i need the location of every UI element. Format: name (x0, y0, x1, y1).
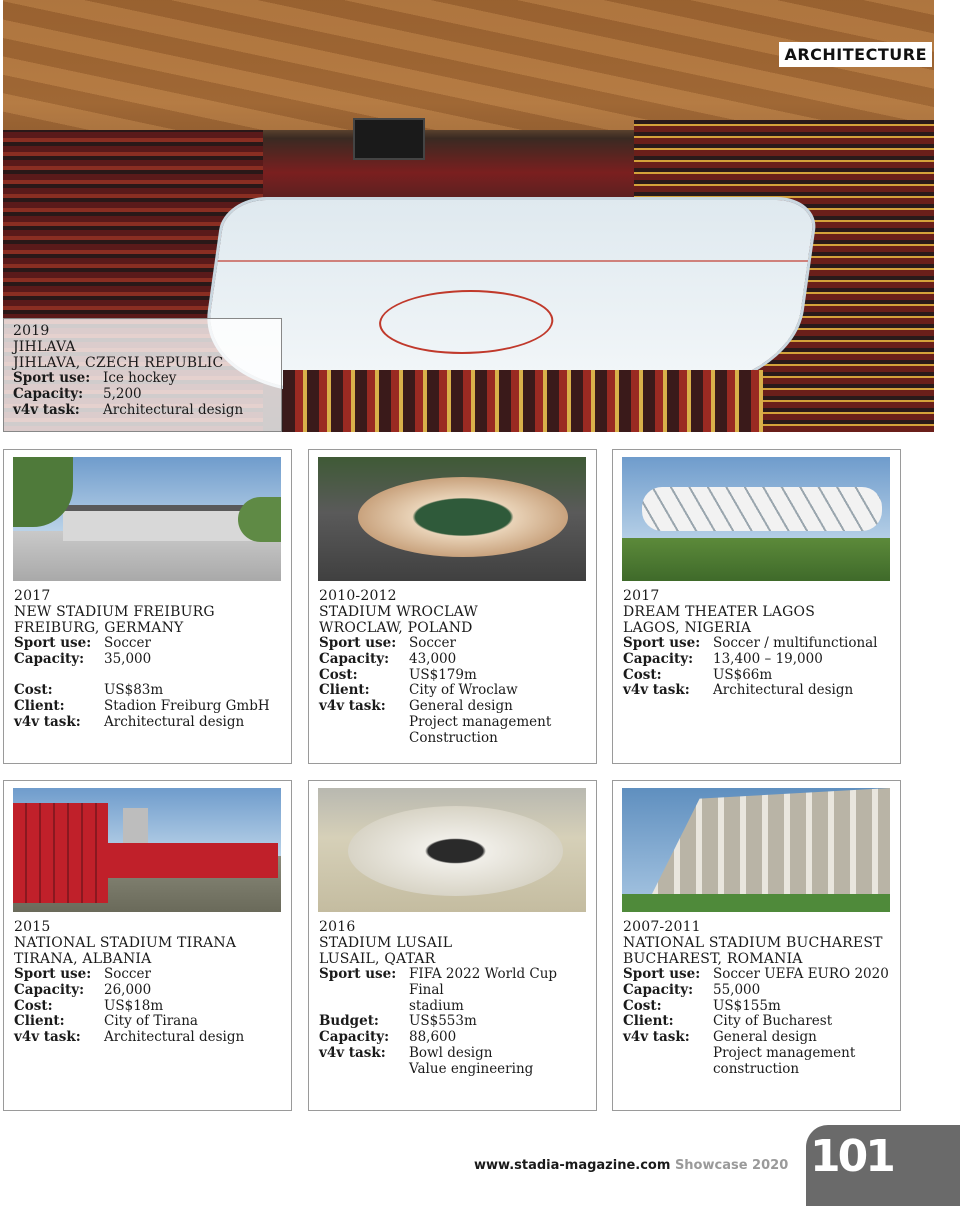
page-number: 101 (810, 1131, 893, 1182)
project-location: JIHLAVA, CZECH REPUBLIC (13, 355, 224, 371)
detail-row (14, 1014, 287, 1030)
detail-label: Cost: (623, 997, 662, 1014)
project-details (623, 636, 896, 699)
project-name: NATIONAL STADIUM TIRANA (14, 935, 237, 951)
detail-row (623, 652, 896, 668)
detail-value: City of Wroclaw (409, 682, 518, 699)
detail-row (14, 715, 287, 731)
detail-value: FIFA 2022 World Cup Final stadium (409, 966, 558, 1014)
detail-label: Sport use: (14, 635, 92, 651)
project-name: NEW STADIUM FREIBURG (14, 604, 215, 620)
detail-row (14, 967, 287, 983)
detail-value: US$83m (104, 682, 164, 699)
project-details (13, 371, 281, 418)
project-year: 2017 (14, 588, 51, 604)
footer-credit (474, 1158, 788, 1173)
detail-label: Sport use: (14, 966, 92, 982)
detail-label: Client: (319, 682, 370, 699)
page-number-tab (806, 1125, 960, 1206)
detail-value: Ice hockey (103, 370, 177, 386)
detail-value: City of Tirana (104, 1013, 198, 1030)
detail-row (319, 1014, 592, 1030)
detail-row (14, 636, 287, 652)
project-name: STADIUM LUSAIL (319, 935, 453, 951)
detail-label: Capacity: (623, 981, 694, 998)
detail-row (319, 1046, 592, 1078)
photo-dream-theater-lagos (622, 457, 890, 581)
project-info (319, 588, 592, 747)
project-year: 2019 (13, 323, 50, 339)
rink-red-line (218, 260, 808, 262)
detail-row (319, 652, 592, 668)
detail-value: US$155m (713, 997, 781, 1014)
detail-row (14, 699, 287, 715)
detail-row (319, 967, 592, 1014)
project-details (319, 967, 592, 1078)
detail-value: Soccer (104, 966, 151, 982)
project-card-tirana (3, 780, 292, 1111)
detail-row (623, 1030, 896, 1077)
project-details (14, 636, 287, 731)
detail-value: Soccer UEFA EURO 2020 (713, 966, 889, 982)
detail-label: Cost: (14, 682, 53, 699)
section-label: ARCHITECTURE (779, 42, 932, 67)
detail-label: Sport use: (623, 966, 701, 982)
hero-info-card (3, 318, 282, 432)
detail-row (623, 636, 896, 652)
project-year: 2017 (623, 588, 660, 604)
project-info (14, 588, 287, 731)
rink-center-circle (375, 290, 558, 354)
project-card-freiburg (3, 449, 292, 764)
project-card-wroclaw (308, 449, 597, 764)
detail-value: Stadion Freiburg GmbH (104, 698, 270, 715)
detail-value: US$18m (104, 997, 164, 1014)
project-name: JIHLAVA (13, 339, 76, 355)
project-location: LAGOS, NIGERIA (623, 620, 752, 636)
detail-row (319, 683, 592, 699)
detail-value: US$66m (713, 666, 773, 683)
detail-row (14, 1030, 287, 1046)
detail-label: Client: (14, 1013, 65, 1030)
detail-value: Architectural design (104, 713, 245, 730)
project-details (623, 967, 896, 1078)
detail-row (13, 387, 281, 403)
footer-issue: Showcase 2020 (674, 1158, 789, 1173)
detail-label: Capacity: (14, 650, 85, 667)
detail-value: Architectural design (104, 1029, 245, 1046)
detail-row (14, 683, 287, 699)
detail-label: Sport use: (319, 966, 397, 982)
detail-value: Bowl design Value engineering (409, 1044, 534, 1077)
project-year: 2010-2012 (319, 588, 397, 604)
detail-label: v4v task: (13, 401, 80, 418)
project-info (623, 919, 896, 1078)
detail-value: Architectural design (713, 682, 854, 699)
detail-value: 55,000 (713, 981, 761, 998)
detail-value: 13,400 – 19,000 (713, 650, 823, 667)
project-location: BUCHAREST, ROMANIA (623, 951, 803, 967)
detail-row (623, 683, 896, 699)
detail-label: v4v task: (623, 682, 690, 699)
detail-value: US$553m (409, 1013, 477, 1030)
project-card-lusail (308, 780, 597, 1111)
detail-label: Cost: (623, 666, 662, 683)
footer-url[interactable]: www.stadia-magazine.com (474, 1158, 671, 1173)
detail-value: Soccer (104, 635, 151, 651)
detail-label: Capacity: (13, 385, 84, 402)
detail-row (623, 967, 896, 983)
detail-row (319, 699, 592, 746)
detail-value: 26,000 (104, 981, 152, 998)
detail-label: v4v task: (14, 1029, 81, 1046)
spacer (14, 668, 287, 684)
detail-label: Client: (14, 698, 65, 715)
crowd-front (283, 370, 763, 432)
photo-lusail-stadium (318, 788, 586, 912)
photo-tirana-stadium (13, 788, 281, 912)
detail-row (623, 668, 896, 684)
project-year: 2015 (14, 919, 51, 935)
project-location: TIRANA, ALBANIA (14, 951, 152, 967)
photo-wroclaw-stadium (318, 457, 586, 581)
project-location: LUSAIL, QATAR (319, 951, 436, 967)
project-name: STADIUM WROCLAW (319, 604, 478, 620)
detail-row (623, 983, 896, 999)
project-info (14, 919, 287, 1046)
detail-label: Capacity: (319, 650, 390, 667)
detail-label: Client: (623, 1013, 674, 1030)
detail-row (319, 668, 592, 684)
detail-label: Capacity: (319, 1029, 390, 1046)
project-name: DREAM THEATER LAGOS (623, 604, 816, 620)
detail-value: Soccer / multifunctional (713, 635, 878, 651)
detail-row (13, 371, 281, 387)
project-details (319, 636, 592, 747)
project-card-bucharest (612, 780, 901, 1111)
detail-value: General design Project management construction (713, 1029, 856, 1077)
detail-row (14, 999, 287, 1015)
detail-value: 5,200 (103, 385, 142, 402)
detail-row (319, 1030, 592, 1046)
detail-value: 43,000 (409, 650, 457, 667)
detail-label: Cost: (14, 997, 53, 1014)
detail-row (14, 652, 287, 668)
ice-rink (200, 200, 817, 390)
project-location: WROCLAW, POLAND (319, 620, 473, 636)
detail-label: Budget: (319, 1013, 379, 1030)
detail-label: Cost: (319, 666, 358, 683)
project-card-lagos (612, 449, 901, 764)
detail-label: Capacity: (14, 981, 85, 998)
project-year: 2007-2011 (623, 919, 701, 935)
project-location: FREIBURG, GERMANY (14, 620, 184, 636)
detail-value: City of Bucharest (713, 1013, 833, 1030)
detail-label: Capacity: (623, 650, 694, 667)
detail-row (623, 1014, 896, 1030)
detail-label: v4v task: (319, 698, 386, 715)
detail-value: Architectural design (103, 401, 244, 418)
detail-row (319, 636, 592, 652)
photo-bucharest-stadium (622, 788, 890, 912)
detail-row (14, 983, 287, 999)
detail-value: General design Project management Construction (409, 698, 552, 746)
detail-value: 88,600 (409, 1029, 457, 1046)
photo-freiburg-stadium (13, 457, 281, 581)
detail-value: Soccer (409, 635, 456, 651)
detail-row (623, 999, 896, 1015)
detail-label: v4v task: (319, 1044, 386, 1061)
detail-label: Sport use: (13, 370, 91, 386)
project-details (14, 967, 287, 1046)
detail-label: Sport use: (623, 635, 701, 651)
detail-label: v4v task: (623, 1029, 690, 1046)
detail-row (13, 403, 281, 419)
scoreboard (353, 118, 425, 160)
project-name: NATIONAL STADIUM BUCHAREST (623, 935, 883, 951)
detail-value: 35,000 (104, 650, 152, 667)
detail-label: Sport use: (319, 635, 397, 651)
project-year: 2016 (319, 919, 356, 935)
detail-value: US$179m (409, 666, 477, 683)
detail-label: v4v task: (14, 713, 81, 730)
project-info (623, 588, 896, 699)
project-info (319, 919, 592, 1078)
